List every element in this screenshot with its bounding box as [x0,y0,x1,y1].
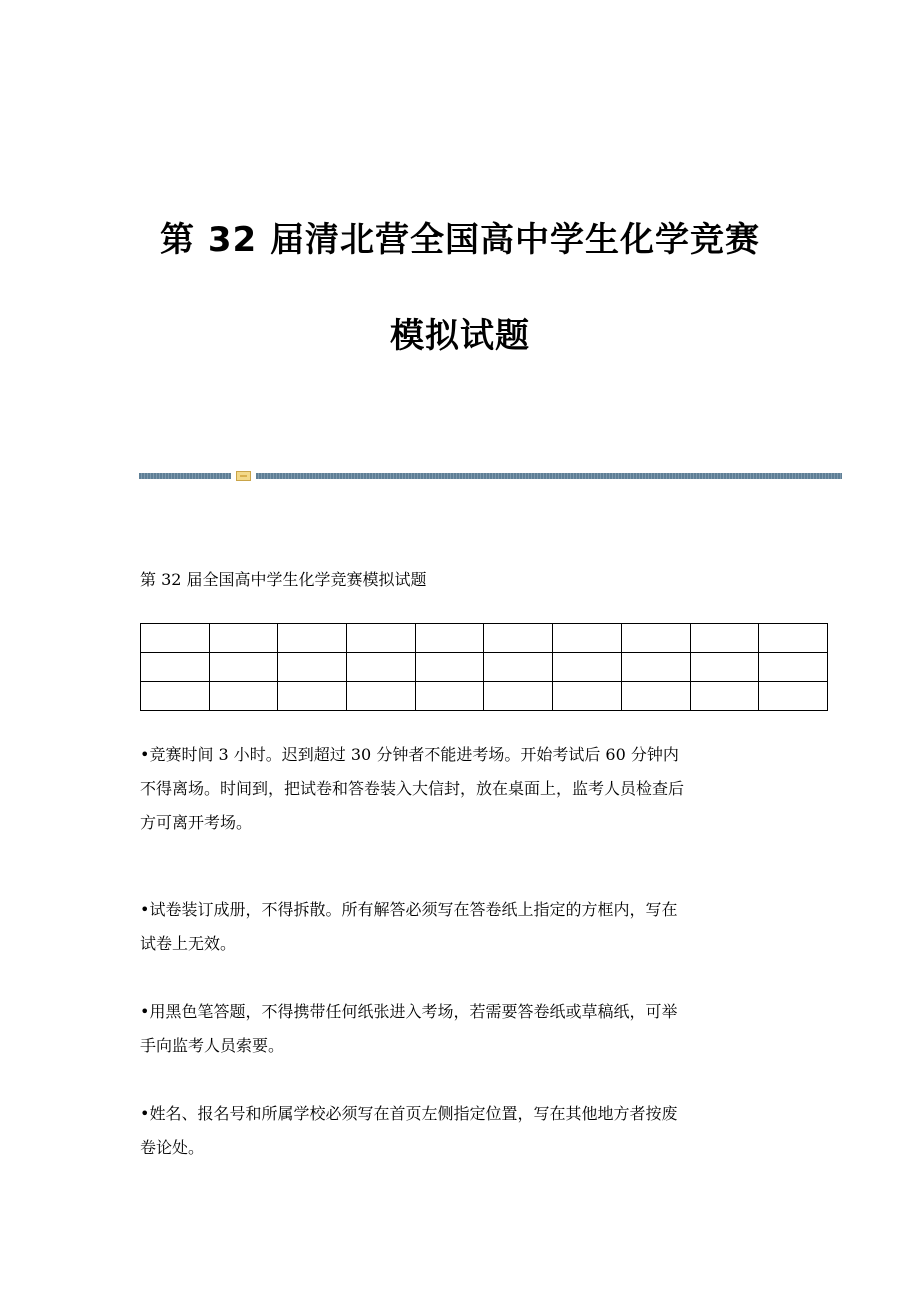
rule-line: •竞赛时间 3 小时。迟到超过 30 分钟者不能进考场。开始考试后 60 分钟内 [140,745,679,764]
rule-line: 不得离场。时间到，把试卷和答卷装入大信封，放在桌面上，监考人员检查后 [140,779,685,798]
rule-line: •试卷装订成册，不得拆散。所有解答必须写在答卷纸上指定的方框内，写在 [140,900,678,919]
rule-line: •姓名、报名号和所属学校必须写在首页左侧指定位置，写在其他地方者按废 [140,1104,678,1123]
score-cell [141,653,210,682]
score-cell [484,653,553,682]
rule-paragraph-name [140,1097,780,1165]
score-cell [415,624,484,653]
score-cell [209,682,278,711]
rule-paragraph-pen [140,995,780,1063]
score-cell [209,653,278,682]
rule-paragraph-exam-time [140,738,780,840]
score-table-row [141,682,828,711]
rule-line: 试卷上无效。 [140,934,237,953]
score-cell [690,624,759,653]
score-cell [278,653,347,682]
score-cell [759,682,828,711]
divider-bar-right [256,473,842,479]
score-cell [621,624,690,653]
score-cell [690,682,759,711]
score-cell [759,653,828,682]
score-cell [553,682,622,711]
score-cell [484,682,553,711]
score-cell [690,653,759,682]
document-subtitle: 第 32 届全国高中学生化学竞赛模拟试题 [140,570,427,589]
score-cell [484,624,553,653]
score-cell [209,624,278,653]
score-cell [415,682,484,711]
score-cell [553,624,622,653]
decorative-divider [139,471,842,481]
score-table [140,623,828,711]
score-cell [347,682,416,711]
score-cell [621,682,690,711]
score-table-row [141,653,828,682]
rule-line: 手向监考人员索要。 [140,1036,285,1055]
score-cell [553,653,622,682]
divider-bar-left [139,473,231,479]
divider-ornament-icon [236,471,251,481]
score-cell [347,653,416,682]
score-cell [278,682,347,711]
rule-line: •用黑色笔答题，不得携带任何纸张进入考场，若需要答卷纸或草稿纸，可举 [140,1002,678,1021]
score-cell [621,653,690,682]
score-cell [141,624,210,653]
document-title-line-2: 模拟试题 [390,316,530,356]
score-table-row [141,624,828,653]
score-cell [278,624,347,653]
score-cell [759,624,828,653]
rule-line: 方可离开考场。 [140,813,253,832]
score-cell [415,653,484,682]
score-cell [141,682,210,711]
rule-line: 卷论处。 [140,1138,205,1157]
document-title-line-1: 第 32 届清北营全国高中学生化学竞赛 [160,220,760,260]
rule-paragraph-binding [140,893,780,961]
score-cell [347,624,416,653]
